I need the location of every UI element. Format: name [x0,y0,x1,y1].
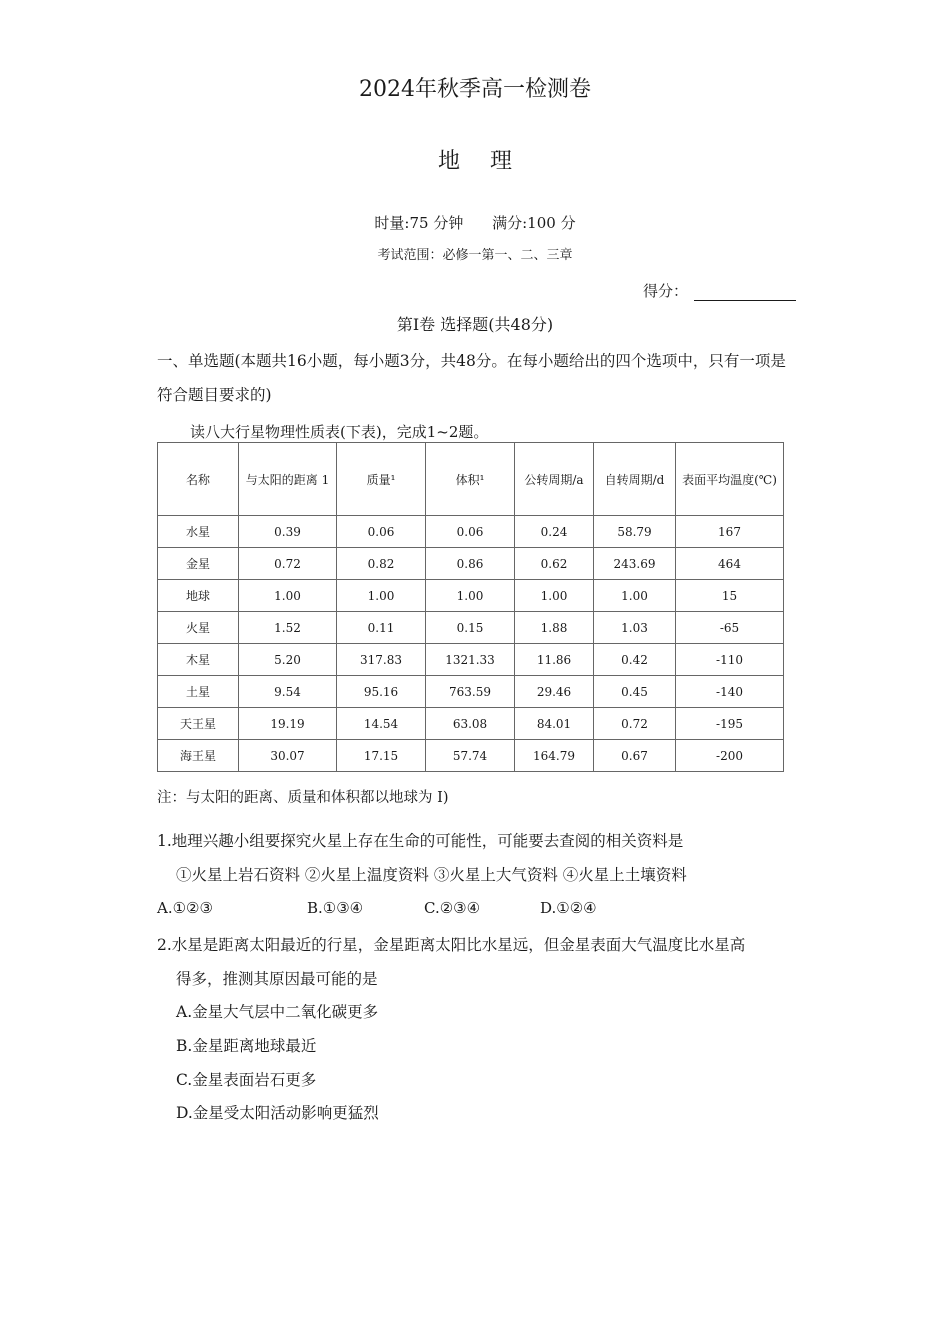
option-c: C.②③④ [424,899,481,917]
table-cell: 11.86 [515,644,594,676]
table-cell: 1.00 [594,580,676,612]
question-2-option-c: C.金星表面岩石更多 [176,1071,317,1089]
table-cell: 19.19 [239,708,337,740]
table-cell: 14.54 [337,708,426,740]
question-2-stem-line1: 2.水星是距离太阳最近的行星，金星距离太阳比水星远，但金星表面大气温度比水星高 [157,936,746,954]
table-cell: 金星 [158,548,239,580]
table-cell: 58.79 [594,516,676,548]
table-row [158,644,784,676]
table-cell: 0.06 [337,516,426,548]
table-cell: 5.20 [239,644,337,676]
header-cell: 与太阳的距离 1 [239,443,337,516]
score-label: 得分： [643,282,689,300]
table-cell: 0.72 [239,548,337,580]
table-cell: 水星 [158,516,239,548]
question-1-items: ①火星上岩石资料 ②火星上温度资料 ③火星上大气资料 ④火星上土壤资料 [176,866,687,884]
score-field [643,280,796,301]
full-score: 满分:100 分 [492,214,576,232]
table-cell: 1.00 [515,580,594,612]
planet-properties-table [157,442,784,772]
table-row [158,580,784,612]
table-cell: 0.15 [426,612,515,644]
table-cell: 167 [676,516,784,548]
table-cell: 0.67 [594,740,676,772]
table-cell: -110 [676,644,784,676]
table-cell: 0.06 [426,516,515,548]
table-cell: 0.86 [426,548,515,580]
option-a: A.①②③ [157,899,213,917]
table-cell: -65 [676,612,784,644]
header-cell: 名称 [158,443,239,516]
table-cell: 1.88 [515,612,594,644]
time-limit: 时量:75 分钟 [374,214,464,232]
question-1-options [157,899,597,917]
table-cell: 火星 [158,612,239,644]
option-d: D.①②④ [540,899,597,917]
table-cell: -200 [676,740,784,772]
exam-title: 2024年秋季高一检测卷 [359,77,591,102]
table-cell: 95.16 [337,676,426,708]
table-cell: 地球 [158,580,239,612]
table-cell: 1.00 [337,580,426,612]
header-cell: 自转周期/d [594,443,676,516]
table-cell: 84.01 [515,708,594,740]
table-cell: 0.82 [337,548,426,580]
header-cell: 质量¹ [337,443,426,516]
question-2-option-d: D.金星受太阳活动影响更猛烈 [176,1104,379,1122]
score-blank-line [694,286,796,301]
table-cell: 1.52 [239,612,337,644]
table-cell: 317.83 [337,644,426,676]
table-row [158,548,784,580]
header-cell: 公转周期/a [515,443,594,516]
table-cell: 1.00 [426,580,515,612]
table-cell: 0.11 [337,612,426,644]
table-cell: 763.59 [426,676,515,708]
table-cell: 30.07 [239,740,337,772]
question-1-stem: 1.地理兴趣小组要探究火星上存在生命的可能性，可能要去查阅的相关资料是 [157,832,684,850]
table-cell: -195 [676,708,784,740]
table-row [158,708,784,740]
question-2-option-b: B.金星距离地球最近 [176,1037,317,1055]
table-cell: 57.74 [426,740,515,772]
table-cell: 土星 [158,676,239,708]
table-cell: 0.62 [515,548,594,580]
table-cell: 464 [676,548,784,580]
table-cell: 海王星 [158,740,239,772]
table-row [158,612,784,644]
table-header-row [158,443,784,516]
table-cell: 木星 [158,644,239,676]
table-cell: 0.39 [239,516,337,548]
table-row [158,676,784,708]
table-cell: 1.00 [239,580,337,612]
option-b: B.①③④ [307,899,364,917]
table-intro: 读八大行星物理性质表(下表)，完成1~2题。 [190,423,489,441]
table-cell: 164.79 [515,740,594,772]
question-2-option-a: A.金星大气层中二氧化碳更多 [176,1003,379,1021]
table-cell: -140 [676,676,784,708]
header-cell: 表面平均温度(℃) [676,443,784,516]
table-row [158,516,784,548]
part-title: 第Ⅰ卷 选择题(共48分) [396,315,554,334]
table-cell: 29.46 [515,676,594,708]
header-cell: 体积¹ [426,443,515,516]
table-cell: 1321.33 [426,644,515,676]
table-cell: 9.54 [239,676,337,708]
question-2-stem-line2: 得多，推测其原因最可能的是 [176,970,378,988]
exam-info [0,212,950,233]
table-cell: 0.24 [515,516,594,548]
table-cell: 0.72 [594,708,676,740]
table-row [158,740,784,772]
table-cell: 15 [676,580,784,612]
table-cell: 0.45 [594,676,676,708]
table-cell: 63.08 [426,708,515,740]
table-cell: 天王星 [158,708,239,740]
table-cell: 0.42 [594,644,676,676]
table-cell: 17.15 [337,740,426,772]
table-cell: 243.69 [594,548,676,580]
table-cell: 1.03 [594,612,676,644]
subject-title: 地理 [437,149,542,174]
section-instruction: 一、单选题(本题共16小题，每小题3分，共48分。在每小题给出的四个选项中，只有一项是符合题目要求的) [157,352,786,404]
table-note: 注：与太阳的距离、质量和体积都以地球为 I) [157,790,449,806]
exam-scope: 考试范围：必修一第一、二、三章 [377,248,573,263]
